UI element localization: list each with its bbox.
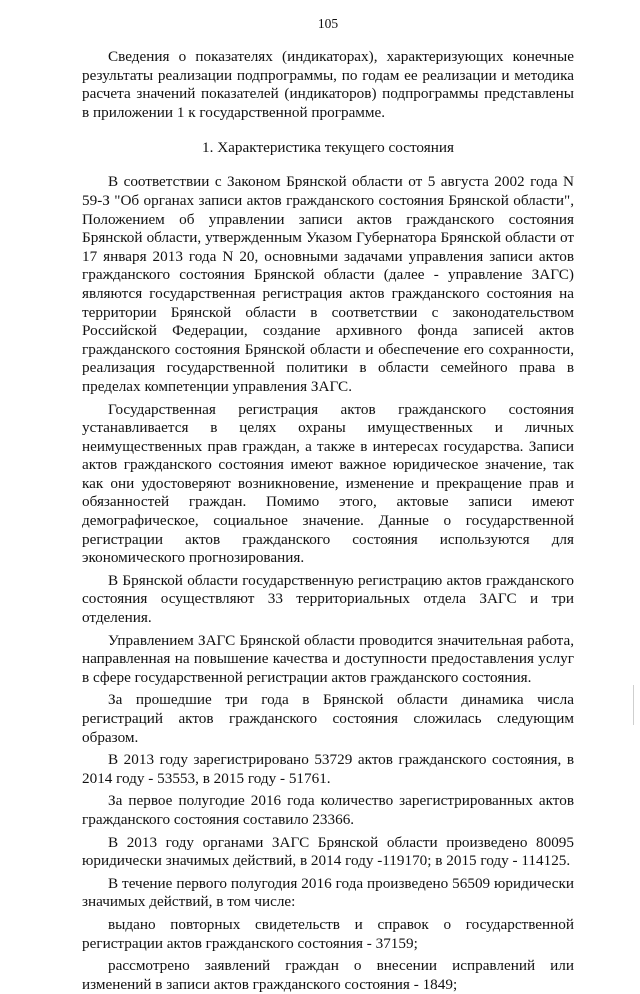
- intro-paragraph: Сведения о показателях (индикаторах), характеризующих конечные результаты реализации подпрограммы, по годам ее реализации и методика расчета значений показателей (индикаторов) подпрограммы представлены в приложении 1 к государственной программе.: [82, 48, 574, 121]
- body-paragraph: Управлением ЗАГС Брянской области проводится значительная работа, направленная на повышение качества и доступности предоставления услуг в сфере государственной регистрации актов гражданского состояния.: [82, 631, 574, 686]
- page-number: 105: [317, 16, 339, 31]
- body-paragraph: За первое полугодие 2016 года количество зарегистрированных актов гражданского состояния составило 23366.: [82, 792, 574, 828]
- body-paragraph: В 2013 году зарегистрировано 53729 актов гражданского состояния, в 2014 году - 53553, в 2015 году - 51761.: [82, 751, 574, 787]
- body-paragraph: Государственная регистрация актов гражданского состояния устанавливается в целях охраны имущественных и личных неимущественных прав граждан, а также в интересах государства. Записи актов гражданского состояния имеют важное юридическое значение, так как они удостоверяют возникновение, изменение и прекращение прав и обязанностей граждан. Помимо этого, актовые записи имеют демографическое, социальное значение. Данные о государственной регистрации актов гражданского состояния используются для экономического прогнозирования.: [82, 400, 574, 567]
- body-paragraph: В Брянской области государственную регистрацию актов гражданского состояния осуществляют 33 территориальных отдела ЗАГС и три отделения.: [82, 571, 574, 627]
- list-paragraph: рассмотрено заявлений граждан о внесении исправлений или изменений в записи актов гражданского состояния - 1849;: [82, 957, 574, 993]
- document-page: [82, 14, 574, 993]
- section-heading: 1. Характеристика текущего состояния: [202, 139, 454, 157]
- body-paragraph: В течение первого полугодия 2016 года произведено 56509 юридически значимых действий, в том числе:: [82, 874, 574, 911]
- list-paragraph: выдано повторных свидетельств и справок о государственной регистрации актов гражданского состояния - 37159;: [82, 915, 574, 952]
- scan-margin-mark: [633, 685, 634, 725]
- body-paragraph: В соответствии с Законом Брянской области от 5 августа 2002 года N 59-З "Об органах записи актов гражданского состояния Брянской области", Положением об управлении записи актов гражданского состояния Брянской области, утвержденным Указом Губернатора Брянской области от 17 января 2013 года N 20, основными задачами управления записи актов гражданского состояния Брянской области (далее - управление ЗАГС) являются государственная регистрация актов гражданского состояния на территории Брянской области в соответствии с законодательством Российской Федерации, создание архивного фонда записей актов гражданского состояния Брянской области и обеспечение его сохранности, реализация государственной политики в области семейного права в пределах компетенции управления ЗАГС.: [82, 173, 574, 395]
- body-paragraph: За прошедшие три года в Брянской области динамика числа регистраций актов гражданского состояния сложилась следующим образом.: [82, 691, 574, 746]
- body-paragraph: В 2013 году органами ЗАГС Брянской области произведено 80095 юридически значимых действий, в 2014 году -119170; в 2015 году - 114125.: [82, 833, 574, 870]
